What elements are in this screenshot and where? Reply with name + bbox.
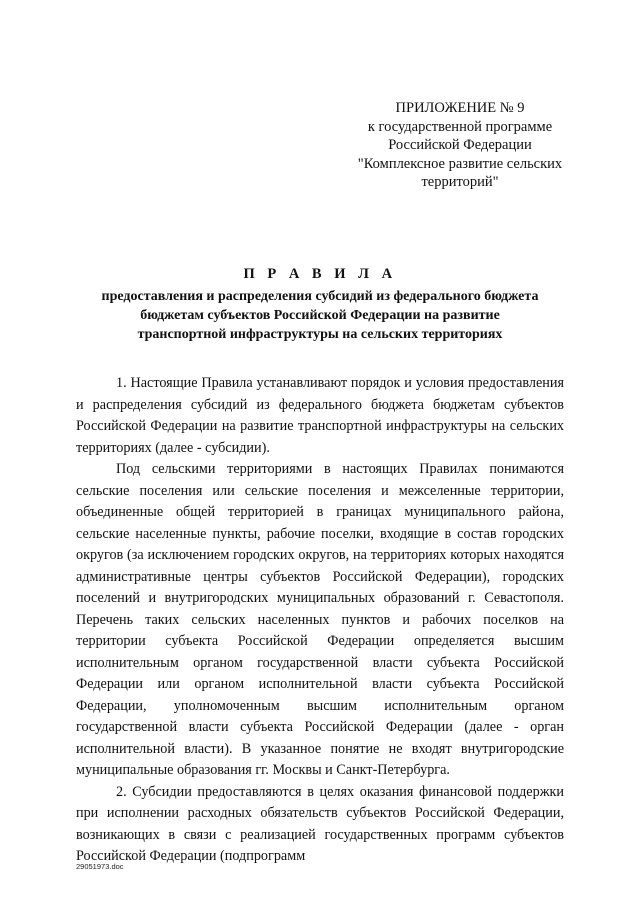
- document-body: [76, 373, 564, 868]
- paragraph-1: 1. Настоящие Правила устанавливают порядок и условия предоставления и распределения субсидий из федерального бюджета бюджетам субъектов Российской Федерации на развитие транспортной инфраструктуры на сельских территориях (далее - субсидии).: [76, 375, 564, 456]
- appendix-line: "Комплексное развитие сельских: [357, 155, 563, 172]
- subtitle-line: бюджетам субъектов Российской Федерации на развитие: [140, 308, 500, 323]
- appendix-header: [330, 99, 590, 192]
- footer-filename: 29051973.doc: [76, 862, 124, 871]
- document-title: П Р А В И Л А: [243, 266, 397, 282]
- appendix-line: Российской Федерации: [388, 137, 532, 153]
- subtitle-line: транспортной инфраструктуры на сельских территориях: [137, 327, 503, 342]
- appendix-line: территорий": [421, 174, 499, 190]
- appendix-line: к государственной программе: [367, 118, 553, 135]
- paragraph-definition: Под сельскими территориями в настоящих Правилах понимаются сельские поселения или сельские поселения и межселенные территории, объединенные общей территорией в границах муниципального района, сельские населенные пункты, рабочие поселки, входящие в состав городских округов (за исключением городских округов, на территориях которых находятся административные центры субъектов Российской Федерации), городских поселений и внутригородских муниципальных образований г. Севастополя. Перечень таких сельских населенных пунктов и рабочих поселков на территории субъекта Российской Федерации определяется высшим исполнительным органом государственной власти субъекта Российской Федерации или органом исполнительной власти субъекта Российской Федерации, уполномоченным высшим исполнительным органом государственной власти субъекта Российской Федерации (далее - орган исполнительной власти). В указанное понятие не входят внутригородские муниципальные образования гг. Москвы и Санкт-Петербурга.: [76, 461, 564, 778]
- document-subtitle: [60, 287, 580, 344]
- subtitle-line: предоставления и распределения субсидий из федерального бюджета: [101, 289, 539, 304]
- appendix-number: ПРИЛОЖЕНИЕ № 9: [395, 100, 525, 116]
- paragraph-2: 2. Субсидии предоставляются в целях оказания финансовой поддержки при исполнении расходных обязательств субъектов Российской Федерации, возникающих в связи с реализацией государственных программ субъектов Российской Федерации (подпрограмм: [76, 783, 564, 864]
